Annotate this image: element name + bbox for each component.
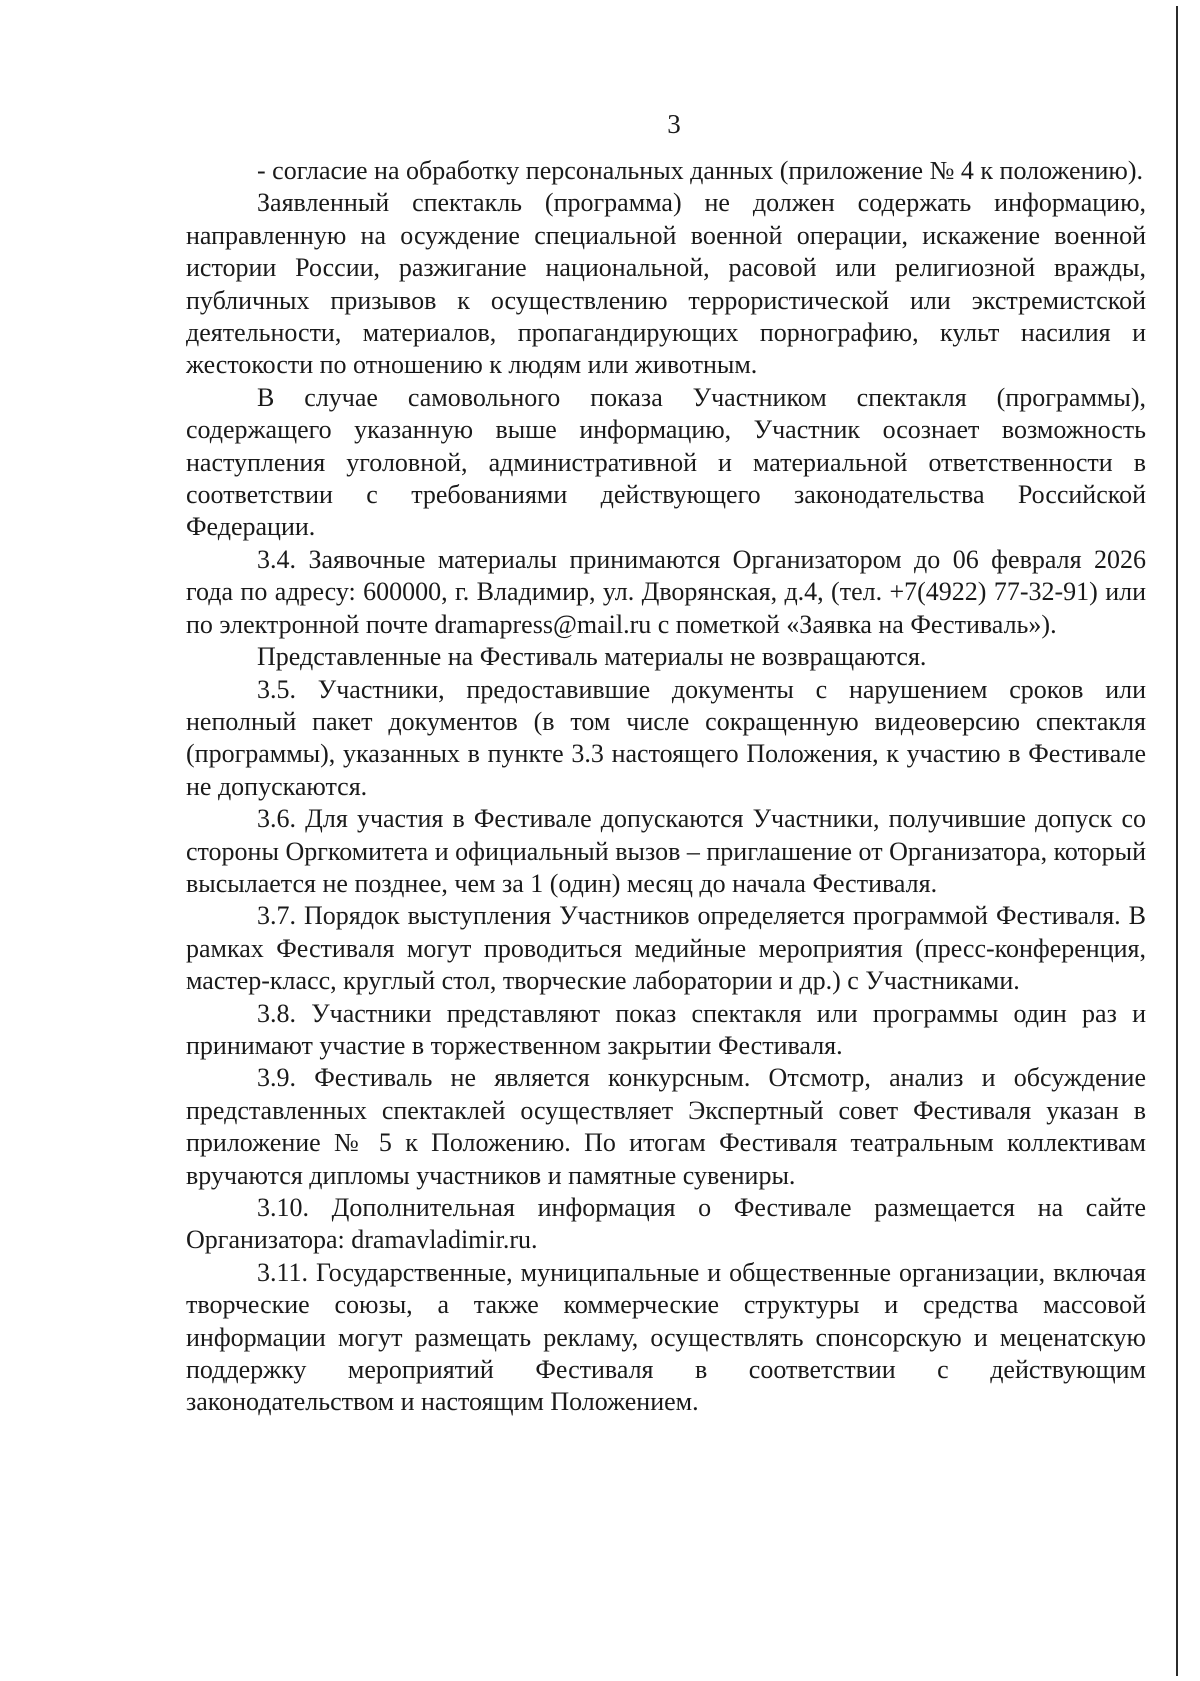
paragraph-content-restrictions: Заявленный спектакль (программа) не должен содержать информацию, направленную на осуждение специальной военной операции, искажение военной истории России, разжигание национальной, расовой или религиозной вражды, публичных призывов к осуществлению террористической или экстремистской деятельности, материалов, пропагандирующих порнографию, культ насилия и жестокости по отношению к людям или животным. (186, 188, 1146, 380)
paragraph-liability: В случае самовольного показа Участником спектакля (программы), содержащего указанную выше информацию, Участник осознает возможность наступления уголовной, административной и материальной ответственности в соответствии с требованиями действующего законодательства Российской Федерации. (186, 382, 1146, 542)
paragraph-3-5: 3.5. Участники, предоставившие документы с нарушением сроков или неполный пакет документов (в том числе сокращенную видеоверсию спектакля (программы), указанных в пункте 3.3 настоящего Положения, к участию в Фестивале не допускаются. (186, 674, 1146, 801)
page-number: 3 (667, 109, 681, 139)
paragraph-3-9: 3.9. Фестиваль не является конкурсным. Отсмотр, анализ и обсуждение представленных спектаклей осуществляет Экспертный совет Фестиваля указан в приложение № 5 к Положению. По итогам Фестиваля театральным коллективам вручаются дипломы участников и памятные сувениры. (186, 1063, 1146, 1190)
paragraph-materials-not-returned: Представленные на Фестиваль материалы не возвращаются. (257, 642, 927, 672)
paragraph-3-6: 3.6. Для участия в Фестивале допускаются Участники, получившие допуск со стороны Оргкомитета и официальный вызов – приглашение от Организатора, который высылается не позднее, чем за 1 (один) месяц до начала Фестиваля. (186, 804, 1146, 898)
paragraph-3-4: 3.4. Заявочные материалы принимаются Организатором до 06 февраля 2026 года по адресу: 600000, г. Владимир, ул. Дворянская, д.4, (тел. +7(4922) 77-32-91) или по электронной почте dramapress@mail.ru с пометкой «Заявка на Фестиваль»). (186, 544, 1146, 639)
paragraph-3-10: 3.10. Дополнительная информация о Фестивале размещается на сайте Организатора: dramavladimir.ru. (186, 1193, 1146, 1255)
paragraph-3-7: 3.7. Порядок выступления Участников определяется программой Фестиваля. В рамках Фестиваля могут проводиться медийные мероприятия (пресс-конференция, мастер-класс, круглый стол, творческие лаборатории и др.) с Участниками. (186, 901, 1146, 996)
paragraph-3-8: 3.8. Участники представляют показ спектакля или программы один раз и принимают участие в торжественном закрытии Фестиваля. (186, 998, 1146, 1060)
paragraph-consent-item: - согласие на обработку персональных данных (приложение № 4 к положению). (257, 156, 1143, 185)
scan-edge-line (1176, 6, 1178, 1676)
document-body (186, 155, 1146, 1419)
paragraph-3-11: 3.11. Государственные, муниципальные и общественные организации, включая творческие союзы, а также коммерческие структуры и средства массовой информации могут размещать рекламу, осуществлять спонсорскую и меценатскую поддержку мероприятий Фестиваля в соответствии с действующим законодательством и настоящим Положением. (186, 1257, 1146, 1417)
